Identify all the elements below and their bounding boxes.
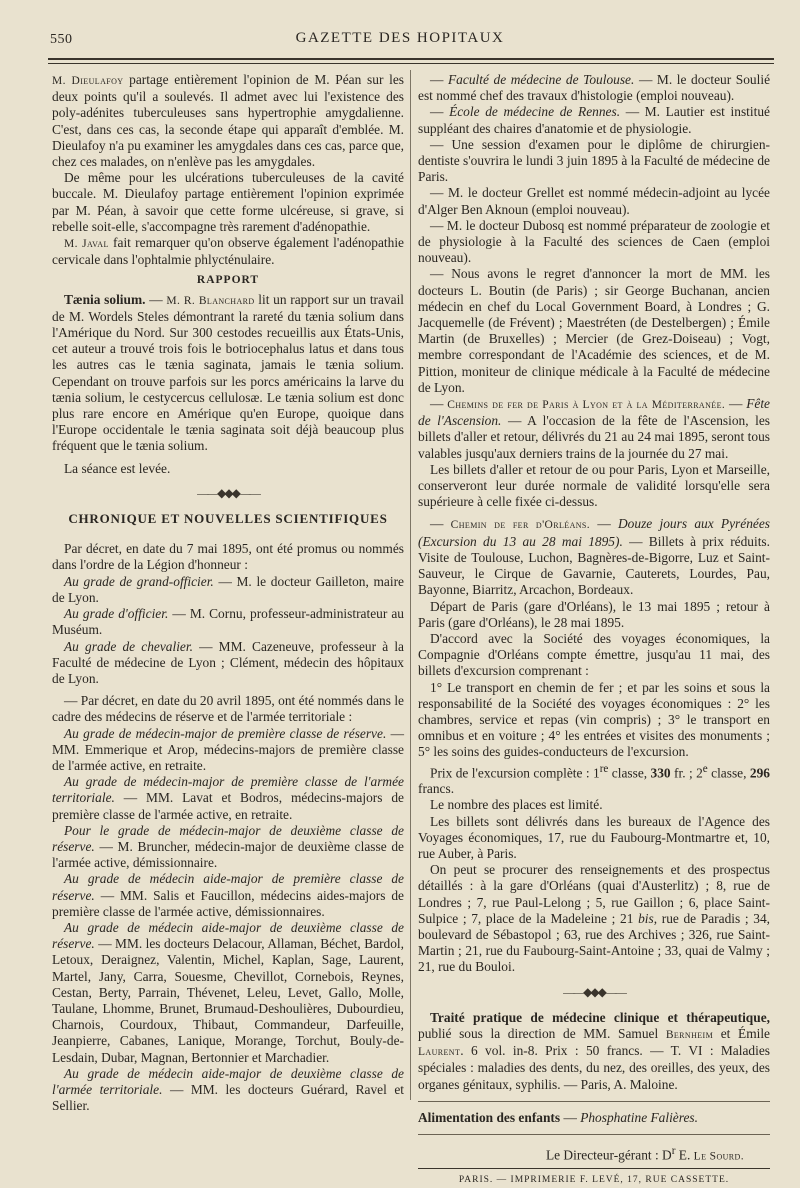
article-paragraph: Au grade de chevalier. — MM. Cazeneuve, professeur à la Faculté de médecine de Lyon ; Clément, médecin des hôpitaux de Lyon. (52, 638, 404, 686)
column-divider (410, 70, 411, 1100)
right-column (418, 72, 770, 1188)
article-paragraph: Traité pratique de médecine clinique et thérapeutique, publié sous la direction de MM. Samuel Bernheim et Émile Laurent. 6 vol. in-8. Prix : 50 francs. — T. VI : Maladies spéciales : maladies des dents, du nez, des oreilles, des yeux, des organes génitaux, syphilis. — Paris, A. Maloine. (418, 1009, 770, 1092)
article-paragraph: — Une session d'examen pour le diplôme de chirurgien-dentiste s'ouvrira le lundi 3 juin 1895 à la Faculté de médecine de Paris. (418, 136, 770, 185)
article-paragraph: Pour le grade de médecin-major de deuxième classe de réserve. — M. Bruncher, médecin-major de deuxième classe de l'armée active, démissionnaire. (52, 822, 404, 871)
article-paragraph: Au grade de médecin aide-major de deuxième classe de l'armée territoriale. — MM. les docteurs Guérard, Ravel et Sellier. (52, 1065, 404, 1114)
article-paragraph: — Faculté de médecine de Toulouse. — M. le docteur Soulié est nommé chef des travaux d'histologie (emploi nouveau). (418, 72, 771, 104)
ornament-divider: ——◆◆◆—— (563, 984, 625, 999)
article-paragraph: Au grade de médecin-major de première classe de réserve. — MM. Emmerique et Arop, médecins-majors de première classe de l'armée active, en retraite. (52, 725, 404, 773)
article-paragraph: Au grade de médecin aide-major de première classe de réserve. — MM. Salis et Faucillon, médecins aides-majors de première classe de l'armée active, démissionnaires. (52, 871, 404, 919)
article-paragraph: On peut se procurer des renseignements et des prospectus détaillés : à la gare d'Orléans (quai d'Austerlitz) ; 8, rue de Londres ; 7, rue Paul-Lelong ; 5, rue Gaillon ; 6, place Saint-Sulpice ; 7, place de la Madeleine ; 21 bis, rue de Paradis ; 34, boulevard de Sébastopol ; 63, rue des Archives ; 326, rue Saint-Martin ; 21, rue du Faubourg-Saint-Antoine ; 33, quai de Valmy ; 21, rue du Bouloi. (418, 862, 770, 975)
article-paragraph: Tænia solium. — M. R. Blanchard lit un rapport sur un travail de M. Wordels Steles démontrant la rareté du tænia solium dans l'Amérique du Nord. Sur 300 cestodes recueillis aux États-Unis, cet auteur a trouvé trois fois le botriocephalus latus et dans tous les autres cas le tænia saginata, jamais le tænia solium. Cependant on trouve parfois sur les porcs américains la larve du tænia solium, le cestycercus cellulosæ. Le tænia solium est donc plus rare encore en Amérique qu'en Europe, quoique dans l'Europe occidentale le tænia saginata soit déjà beaucoup plus fréquent que le tænia solium. (52, 291, 405, 454)
divider-rule (418, 1134, 770, 1135)
article-paragraph: — Chemin de fer d'Orléans. — Douze jours aux Pyrénées (Excursion du 13 au 28 mai 1895). — Billets à prix réduits. Visite de Toulouse, Luchon, Bagnères-de-Bigorre, Luz et Saint-Sauveur, le Cirque de Gavarnie, Cauterets, Lourdes, Pau, Bayonne, Biarritz, Arcachon, Bordeaux. (418, 516, 770, 598)
header-rule (48, 58, 774, 60)
header-rule-thin (48, 63, 774, 64)
article-paragraph: — M. le docteur Dubosq est nommé préparateur de zoologie et de physiologie à la Faculté des sciences de Caen (emploi nouveau). (418, 217, 770, 266)
running-title: GAZETTE DES HOPITAUX (295, 30, 505, 46)
article-paragraph: Au grade de grand-officier. — M. le docteur Gailleton, maire de Lyon. (52, 573, 404, 605)
article-paragraph: 1° Le transport en chemin de fer ; et par les soins et sous la responsabilité de la Société des voyages économiques : 2° les chambres, service et repas (vin compris) ; 3° le transport en omnibus et en voiture ; 4° les entrées et visites des monuments ; 5° les soins des guides-conducteurs de l'excursion. (418, 679, 770, 760)
page-header (0, 26, 800, 52)
article-paragraph: Prix de l'excursion complète : 1re classe, 330 fr. ; 2e classe, 296 francs. (418, 762, 770, 797)
divider-rule (418, 1101, 770, 1102)
page-number: 550 (50, 32, 73, 47)
article-paragraph: Alimentation des enfants — Phosphatine Falières. (418, 1109, 698, 1125)
article-paragraph: — École de médecine de Rennes. — M. Lautier est institué suppléant des chaires d'anatomie et de physiologie. (418, 104, 770, 136)
left-column (52, 72, 404, 1114)
article-paragraph: — Chemins de fer de Paris à Lyon et à la Méditerranée. — Fête de l'Ascension. — A l'occasion de la fête de l'Ascension, les billets d'aller et retour, délivrés du 21 au 24 mai 1895, seront tous valables jusqu'aux derniers trains de la journée du 27 mai. (418, 396, 771, 461)
article-paragraph: Départ de Paris (gare d'Orléans), le 13 mai 1895 ; retour à Paris (gare d'Orléans), le 28 mai 1895. (418, 598, 770, 630)
section-heading: RAPPORT (196, 274, 260, 287)
article-paragraph: Au grade de médecin aide-major de deuxième classe de réserve. — MM. les docteurs Delacour, Allaman, Béchet, Bardol, Letoux, Deraignez, Valentin, Michel, Kaplan, Sage, Laurent, Martel, Jany, Carra, Souesme, Chevillot, Cornebois, Reynes, Cestan, Berty, Parrain, Thévenet, Leleu, Levet, Gallo, Molle, Taulane, Lhomme, Brunet, Brumaud-Deshoulières, Dubourdieu, Charnois, Courdoux, Thibaut, Commandeur, Darfeuille, Jeanpierre, Cabanes, Lanique, Morange, Torchut, Bouly-de-Lesdain, Dubar, Magnan, Bertonnier et Marchadier. (52, 919, 404, 1065)
article-paragraph: Les billets d'aller et retour de ou pour Paris, Lyon et Marseille, conserveront leur durée normale de validité lorsqu'elle sera supérieure à celle fixée ci-dessus. (418, 461, 770, 510)
article-paragraph: D'accord avec la Société des voyages économiques, la Compagnie d'Orléans compte émettre, jusqu'au 11 mai, des billets d'excursion comprenant : (418, 630, 770, 679)
article-paragraph: La séance est levée. (64, 460, 171, 476)
article-paragraph: Les billets sont délivrés dans les bureaux de l'Agence des Voyages économiques, 17, rue du Faubourg-Montmartre et, 10, rue Auber, à Paris. (418, 813, 770, 862)
article-paragraph: Au grade de médecin-major de première classe de l'armée territoriale. — MM. Lavat et Bodros, médecins-majors de première classe de l'armée active, en retraite. (52, 774, 404, 822)
article-paragraph: — Par décret, en date du 20 avril 1895, ont été nommés dans le cadre des médecins de réserve et de l'armée territoriale : (52, 693, 404, 725)
footer-rule (418, 1168, 770, 1169)
printer-imprint: PARIS. — IMPRIMERIE F. LEVÉ, 17, RUE CASSETTE. (458, 1174, 730, 1185)
article-paragraph: — Nous avons le regret d'annoncer la mort de MM. les docteurs L. Boutin (de Paris) ; sir George Buchanan, ancien médecin en chef du Local Government Board, à Londres ; G. Jacquemelle (de Frévent) ; Maestréten (de Destelbergen) ; Émile Martin (de Bruxelles) ; Mercier (de Grez-Doiseau) ; Vogt, membre correspondant de l'Académie des sciences, et de M. Pittion, moniteur de clinique médicale à la Faculté de médecine de Lyon. (418, 266, 770, 395)
article-paragraph: Au grade d'officier. — M. Cornu, professeur-administrateur au Muséum. (52, 606, 404, 638)
ornament-divider: ——◆◆◆—— (197, 485, 259, 500)
chronicle-heading: CHRONIQUE ET NOUVELLES SCIENTIFIQUES (68, 511, 388, 527)
article-paragraph: M. Dieulafoy partage entièrement l'opinion de M. Péan sur les deux points qu'il a soulevés. Il admet avec lui l'existence des poly-adénites tuberculeuses sans hypertrophie amygdalienne. C'est, dans ces cas, la seconde étape qui apparaît d'emblée. M. Dieulafoy n'a pu examiner les amygdales dans ces cas, parce que, chez ces malades, on n'enlève pas les amygdales. (52, 72, 404, 170)
article-paragraph: — M. le docteur Grellet est nommé médecin-adjoint au lycée d'Alger Ben Aknoun (emploi nouveau). (418, 185, 770, 217)
article-paragraph: M. Javal fait remarquer qu'on observe également l'adénopathie cervicale dans l'ophtalmie phlycténulaire. (52, 235, 404, 268)
article-paragraph: Par décret, en date du 7 mai 1895, ont été promus ou nommés dans l'ordre de la Légion d'honneur : (52, 541, 404, 573)
article-paragraph: De même pour les ulcérations tuberculeuses de la cavité buccale. M. Dieulafoy partage entièrement l'opinion exprimée par M. Péan, à savoir que cette forme ulcéreuse, si grave, si rebelle soit-elle, s'accompagne très rarement d'adénopathie. (52, 170, 404, 234)
article-paragraph: Le nombre des places est limité. (430, 797, 603, 813)
director-signature: Le Directeur-gérant : $D^r$ E. Le Sourd. (545, 1145, 744, 1163)
